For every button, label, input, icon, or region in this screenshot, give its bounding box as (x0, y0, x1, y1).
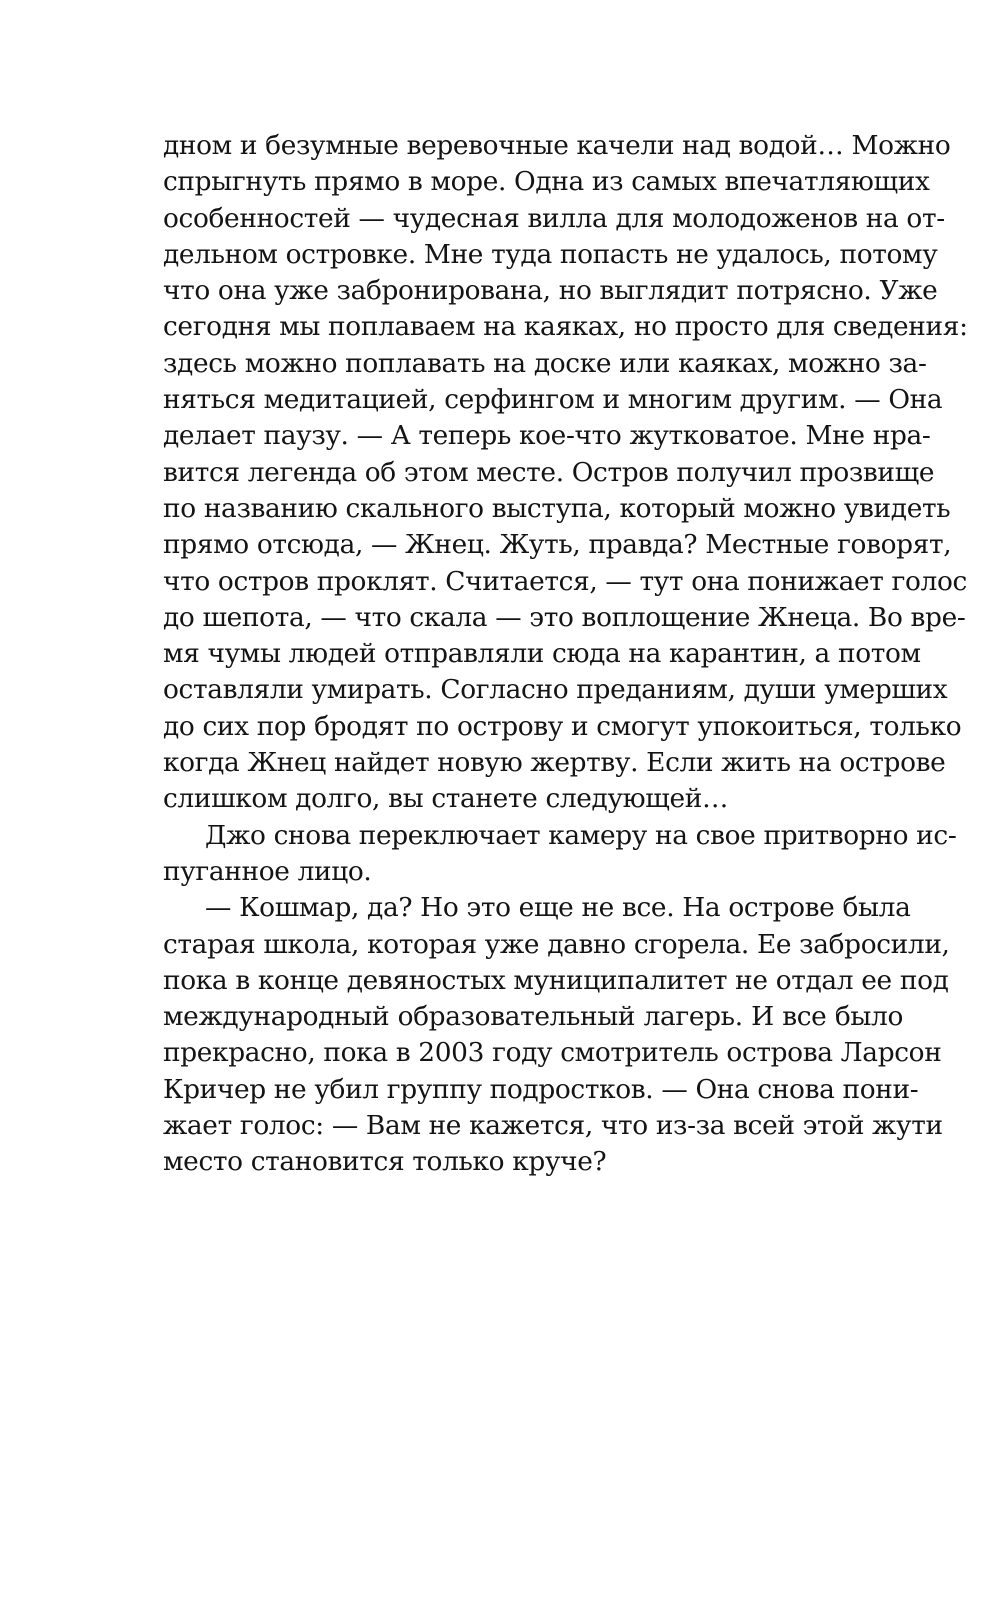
text-line: пуганное лицо. (163, 855, 372, 887)
body-text (163, 128, 968, 1181)
text-line: международный образовательный лагерь. И все было (163, 1001, 903, 1033)
text-line: дельном островке. Мне туда попасть не удалось, потому (163, 238, 938, 270)
text-line: пока в конце девяностых муниципалитет не отдал ее под (163, 964, 949, 996)
text-line: что она уже забронирована, но выглядит потрясно. Уже (163, 275, 938, 307)
text-line: слишком долго, вы станете следующей… (163, 783, 728, 815)
text-line: здесь можно поплавать на доске или каяках, можно за- (163, 347, 927, 379)
text-line: особенностей — чудесная вилла для молодоженов на от- (163, 202, 945, 234)
text-line: сегодня мы поплаваем на каяках, но просто для сведения: (163, 311, 968, 343)
text-line: делает паузу. — А теперь кое-что жутковатое. Мне нра- (163, 420, 931, 452)
text-line: оставляли умирать. Согласно преданиям, души умерших (163, 674, 948, 706)
text-line: Джо снова переключает камеру на свое притворно ис- (205, 819, 957, 851)
text-line: прямо отсюда, — Жнец. Жуть, правда? Местные говорят, (163, 529, 952, 561)
text-line: что остров проклят. Считается, — тут она понижает голос (163, 565, 967, 597)
text-line: няться медитацией, серфингом и многим другим. — Она (163, 384, 943, 416)
text-line: спрыгнуть прямо в море. Одна из самых впечатляющих (163, 166, 930, 198)
text-line: — Кошмар, да? Но это еще не все. На острове была (205, 892, 911, 924)
text-line: прекрасно, пока в 2003 году смотритель острова Ларсон (163, 1037, 942, 1069)
text-line: вится легенда об этом месте. Остров получил прозвище (163, 456, 935, 488)
text-line: до сих пор бродят по острову и смогут упокоиться, только (163, 710, 962, 742)
text-line: мя чумы людей отправляли сюда на карантин, а потом (163, 638, 921, 670)
text-line: старая школа, которая уже давно сгорела. Ее забросили, (163, 928, 950, 960)
text-line: по названию скального выступа, который можно увидеть (163, 492, 951, 524)
text-line: до шепота, — что скала — это воплощение Жнеца. Во вре- (163, 601, 966, 633)
text-line: дном и безумные веревочные качели над водой… Можно (163, 130, 951, 161)
text-line: жает голос: — Вам не кажется, что из-за всей этой жути (163, 1110, 943, 1142)
text-line: место становится только круче? (163, 1146, 607, 1178)
text-line: когда Жнец найдет новую жертву. Если жить на острове (163, 747, 946, 779)
text-line: Кричер не убил группу подростков. — Она снова пони- (163, 1073, 919, 1105)
